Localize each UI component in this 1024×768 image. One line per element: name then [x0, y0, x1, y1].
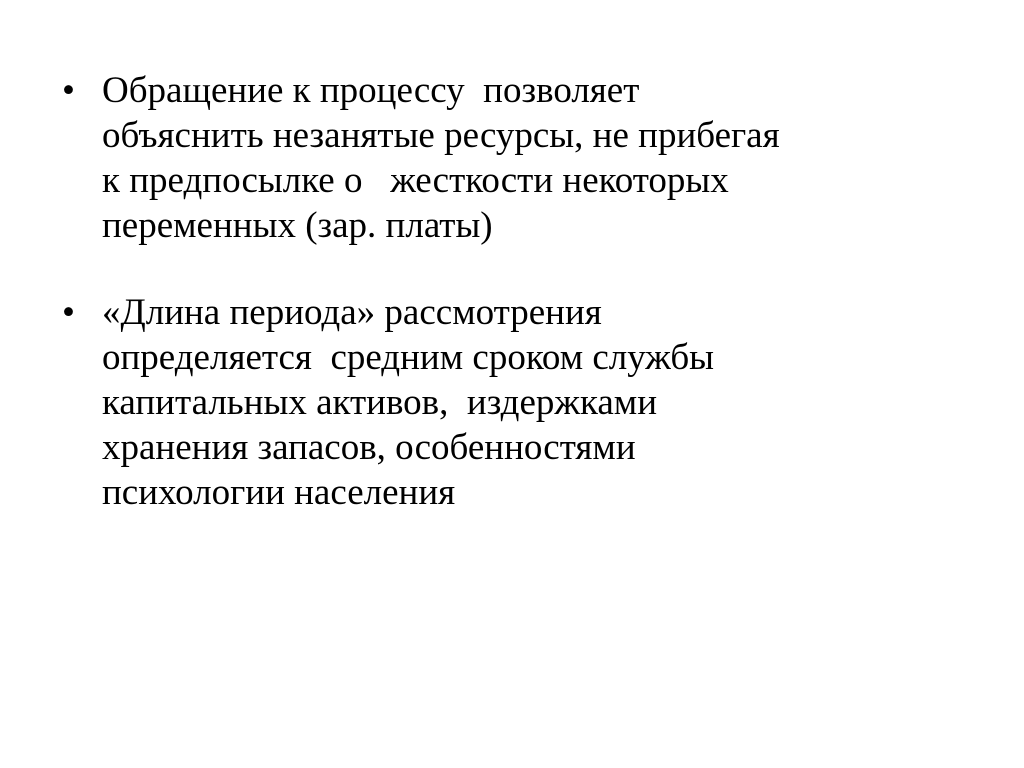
bullet-2-line-3: капитальных активов, издержками — [102, 382, 657, 423]
bullet-item-2 — [62, 290, 962, 515]
bullet-1-line-4: переменных (зар. платы) — [102, 205, 493, 246]
bullet-icon: • — [62, 292, 75, 333]
bullet-1-line-2: объяснить незанятые ресурсы, не прибегая — [102, 115, 780, 156]
bullet-2-line-2: определяется средним сроком службы — [102, 337, 715, 378]
bullet-2-line-4: хранения запасов, особенностями — [102, 427, 636, 468]
bullet-2-line-1: «Длина периода» рассмотрения — [102, 292, 602, 333]
bullet-item-1 — [62, 68, 962, 248]
bullet-icon: • — [62, 70, 75, 111]
bullet-list — [62, 68, 962, 557]
bullet-1-line-1: Обращение к процессу позволяет — [102, 70, 640, 111]
bullet-1-line-3: к предпосылке о жесткости некоторых — [102, 160, 729, 201]
bullet-2-line-5: психологии населения — [102, 472, 456, 513]
